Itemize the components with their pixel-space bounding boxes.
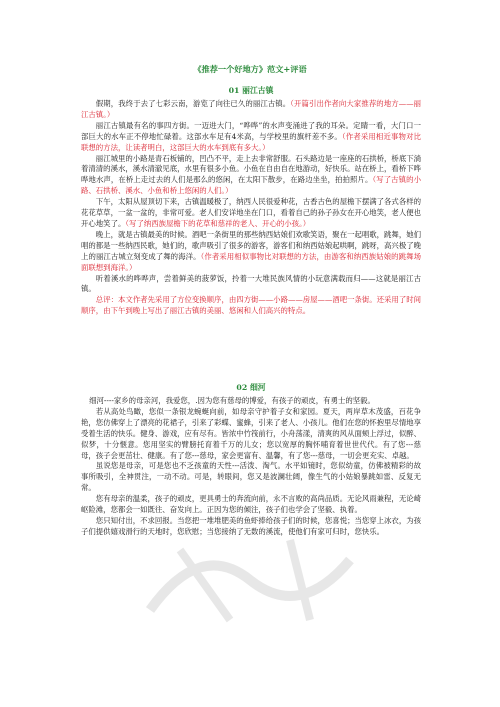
paragraph-text: 您有母亲的温柔，孩子的顽皮，更具勇士的奔流向前，永不言败的高尚品质。无论风雨兼程，无论崎岖险滩，您都会一如既往、奋发向上。正因为您的倾注，孩子们也学会了坚毅、执着。 <box>81 494 421 515</box>
paragraph <box>81 274 421 296</box>
paragraph-text: 虽说您是母亲，可是您也不乏孩童的天性---活泼、淘气。水平如镜时，您似幼童，仿佛被精彩的故事所吸引，全神贯注，一动不动。可是，转眼间，您又是波澜壮阔，像生气的小姑娘暴跳如雷、反复无常。 <box>81 461 421 493</box>
paragraph-text: 丽江古镇最有名的事四方街。一迈进大门，“哗哗”的水声变涌进了我的耳朵。定睛一看，大门口一部巨大的水车正不停地忙碌着。这部水车足有4米高，与学校里的旗杆差不多。 <box>81 120 421 141</box>
paragraph <box>81 99 421 121</box>
paragraph <box>81 461 421 494</box>
section-heading: 01 丽江古镇 <box>228 86 274 95</box>
paragraph <box>81 516 421 538</box>
paragraph <box>81 407 421 462</box>
paragraph <box>81 396 421 407</box>
section-lijiang <box>81 86 421 317</box>
annotation-note: （作者采用相近事物对比联想的方法，让读者明白，这部巨大的水车到底有多大。） <box>81 131 421 152</box>
document-title: 《推荐一个好地方》范文+评语 <box>193 64 307 74</box>
annotation-note: （写了纳西族屋檐下的花草和慈祥的老人、开心的小孩。） <box>125 218 311 228</box>
section-summary: 总评：本文作者先采用了方位变换顺序，由四方街——小路——房屋——酒吧一条街。还采用了时间顺序，由下午到晚上写出了丽江古镇的美丽、悠闲和人们高兴的特点。 <box>81 295 421 316</box>
paragraph-text: 晚上，就是古镇最美的时候。酒吧一条街里的那些纳西姑娘们欢歌笑语，聚在一起唱歌，跳舞，她们唱的都是一些纳西民歌，她们的，歌声吸引了很多的游客，游客们和纳西姑娘起哄啊，跳呀，高兴极了晚上的丽江古城立刻变成了舞的海洋。 <box>81 229 421 261</box>
paragraph <box>81 154 421 198</box>
paragraph-text: 下午，太阳从屋顶切下来，古镇温暖极了，纳西人民很爱种花，古香古色的屋檐下摆满了各式各样的花花草草，一盆一盆的，非常可爱。老人们安详地坐在门口，看着自己的孙子孙女在开心地笑，老人便也开心地笑了。 <box>81 197 421 228</box>
paragraph <box>81 197 421 230</box>
paragraph <box>81 121 421 154</box>
paragraph-text: 细河----家乡的母亲河，我爱您，.因为您有慈母的博爱，有孩子的顽皮，有勇士的坚毅。 <box>89 396 375 405</box>
paragraph-text: 您只知付出，不求回报。当您把一堆堆肥美的鱼虾捧给孩子们的时候，您喜悦；当您穿上冰衣，为孩子们提供嬉戏滑行的天地时，您欣慰；当您接纳了无数的溪流，使他们有家可归时，您快乐。 <box>81 515 421 536</box>
paragraph-text: 若从高处鸟瞰，您似一条银龙蜿蜒向前，如母亲守护着子女和家园。夏天，两岸草木茂盛，百花争艳，您仿佛穿上了漂亮的花裙子，引来了彩蝶、蜜蜂，引来了老人、小孩儿。他们在您的怀抱里尽情地享受着生活的快乐。健身、游戏，应有尽有。皆浓中竹筏前行，小舟荡漾，清爽的风从面颊上浮过，似醉、似梦，十分惬意。您用坚实的臂膀托育着千万的儿女；您以宽厚的胸怀哺育着世世代代。有了您---慈母，孩子会更茁壮、健康。有了您---慈母，家会更富有、温馨，有了您---慈母，一切会更充实、卓越。 <box>81 406 421 460</box>
section-xihe <box>81 383 421 538</box>
section-body <box>81 99 421 295</box>
annotation-note: （写了古镇的小路、石拱桥、溪水、小鱼和桥上悠闲的人们。） <box>81 175 421 196</box>
section-body <box>81 396 421 538</box>
paragraph-text: 假期，我终于去了七彩云南，游览了向往已久的丽江古镇。 <box>95 99 291 108</box>
annotation-note: （作者采用相似事物比对联想的方法，由游客和纳西族姑娘的跳舞场面联想到海洋。） <box>81 251 421 272</box>
paragraph-text: 听着溪水的哗哗声，尝着鲜美的菠萝饭，拎着一大堆民族风情的小玩意满载而归——这就是丽江古镇。 <box>81 273 421 294</box>
section-heading: 02 细河 <box>236 383 266 392</box>
paragraph <box>81 494 421 516</box>
paragraph-text: 丽江城里的小路是青石板铺的，凹凸不平，走上去非常舒服。石头路边是一座座的石拱桥，桥底下淌着清清的溪水，溪水清澈见底，水里有很多小鱼。小鱼在自由自在地游动，好快乐。站在桥上，看桥下哗哗地水声，在桥上走过去的人们是那么的悠闲，在太阳下散步，在路边坐坐，拍拍照片。 <box>81 153 421 185</box>
annotation-note: （开篇引出作者向大家推荐的地方——丽江古镇。） <box>81 99 421 119</box>
paragraph <box>81 230 421 274</box>
